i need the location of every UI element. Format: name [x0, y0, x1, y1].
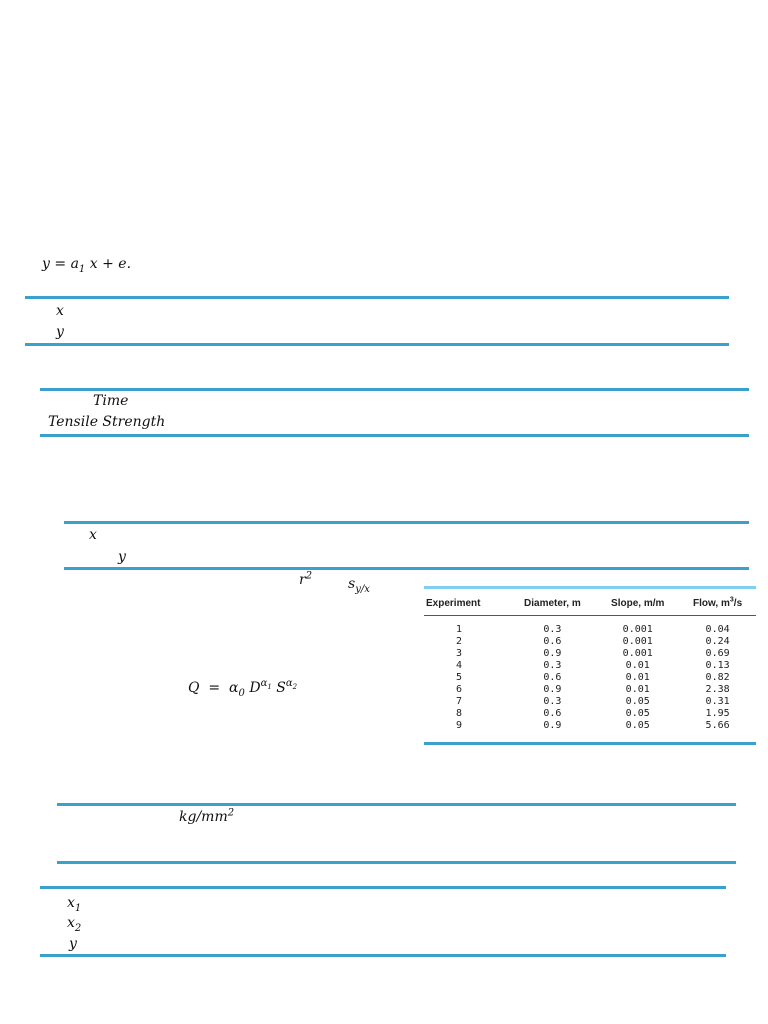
flow-data-table [424, 586, 756, 745]
cell-experiment: 3 [456, 648, 463, 659]
cell-experiment: 8 [456, 708, 463, 719]
table6-row-x1: $x_1$ [67, 895, 82, 914]
table2-top-rule [40, 388, 749, 391]
cell-diameter: 0.6 [543, 672, 562, 683]
table6-row-y: y [69, 936, 77, 952]
flow-table-row [424, 648, 756, 660]
syx-symbol: $s_{y/x}$ [348, 576, 370, 595]
flow-table-row [424, 636, 756, 648]
cell-experiment: 1 [456, 624, 463, 635]
table2-row-time: Time [93, 393, 129, 409]
table3-row-x: x [89, 527, 97, 543]
cell-slope: 0.001 [622, 648, 653, 659]
table4-top-rule [57, 803, 736, 806]
cell-diameter: 0.9 [543, 684, 562, 695]
cell-experiment: 9 [456, 720, 463, 731]
cell-flow: 2.38 [705, 684, 730, 695]
flow-table-row [424, 660, 756, 672]
table1-row-x: x [56, 303, 64, 319]
cell-flow: 0.13 [705, 660, 730, 671]
cell-slope: 0.05 [625, 720, 650, 731]
table2-row-tensile-strength: Tensile Strength [48, 414, 166, 430]
flow-table-row [424, 708, 756, 720]
flow-table-bottom-bar [424, 742, 756, 745]
flow-table-header-row [424, 589, 756, 616]
flow-table-row [424, 684, 756, 696]
cell-slope: 0.001 [622, 636, 653, 647]
flow-table-row [424, 672, 756, 684]
cell-experiment: 4 [456, 660, 463, 671]
table6-row-x2: $x_2$ [67, 915, 82, 934]
table1-top-rule [25, 296, 729, 299]
table3-top-rule [64, 521, 749, 524]
cell-diameter: 0.3 [543, 624, 562, 635]
r-squared-symbol: $r^2$ [299, 570, 313, 588]
header-slope: Slope, m/m [596, 589, 679, 616]
cell-flow: 0.82 [705, 672, 730, 683]
cell-flow: 0.24 [705, 636, 730, 647]
flow-table-row [424, 720, 756, 732]
header-diameter: Diameter, m [509, 589, 597, 616]
cell-diameter: 0.6 [543, 636, 562, 647]
unit-kg-per-mm2: $kg/mm^2$ [179, 807, 235, 825]
flow-table-row [424, 696, 756, 708]
cell-slope: 0.01 [625, 672, 650, 683]
table3-bottom-rule [64, 567, 749, 570]
cell-diameter: 0.3 [543, 660, 562, 671]
table1-bottom-rule [25, 343, 729, 346]
cell-diameter: 0.3 [543, 696, 562, 707]
cell-slope: 0.05 [625, 708, 650, 719]
cell-slope: 0.001 [622, 624, 653, 635]
cell-flow: 0.31 [705, 696, 730, 707]
table2-bottom-rule [40, 434, 749, 437]
cell-experiment: 7 [456, 696, 463, 707]
header-experiment: Experiment [424, 589, 509, 616]
cell-diameter: 0.9 [543, 648, 562, 659]
table1-row-y: y [56, 324, 64, 340]
cell-flow: 0.04 [705, 624, 730, 635]
table4-bottom-rule [57, 861, 736, 864]
cell-diameter: 0.6 [543, 708, 562, 719]
power-model-equation: $Q = \alpha_0$ $D^{\alpha_1}$ $S^{\alpha_2}$ [188, 678, 298, 699]
cell-flow: 0.69 [705, 648, 730, 659]
cell-flow: 5.66 [705, 720, 730, 731]
cell-experiment: 6 [456, 684, 463, 695]
cell-flow: 1.95 [705, 708, 730, 719]
cell-slope: 0.05 [625, 696, 650, 707]
linear-model-equation: $y = a_1$ x + e. [42, 256, 132, 275]
cell-experiment: 2 [456, 636, 463, 647]
cell-slope: 0.01 [625, 684, 650, 695]
flow-table-row [424, 616, 756, 637]
table6-bottom-rule [40, 954, 726, 957]
cell-diameter: 0.9 [543, 720, 562, 731]
cell-slope: 0.01 [625, 660, 650, 671]
table3-row-y: y [118, 549, 126, 565]
cell-experiment: 5 [456, 672, 463, 683]
header-flow: Flow, $m^3/s$ [679, 589, 756, 616]
table6-top-rule [40, 886, 726, 889]
